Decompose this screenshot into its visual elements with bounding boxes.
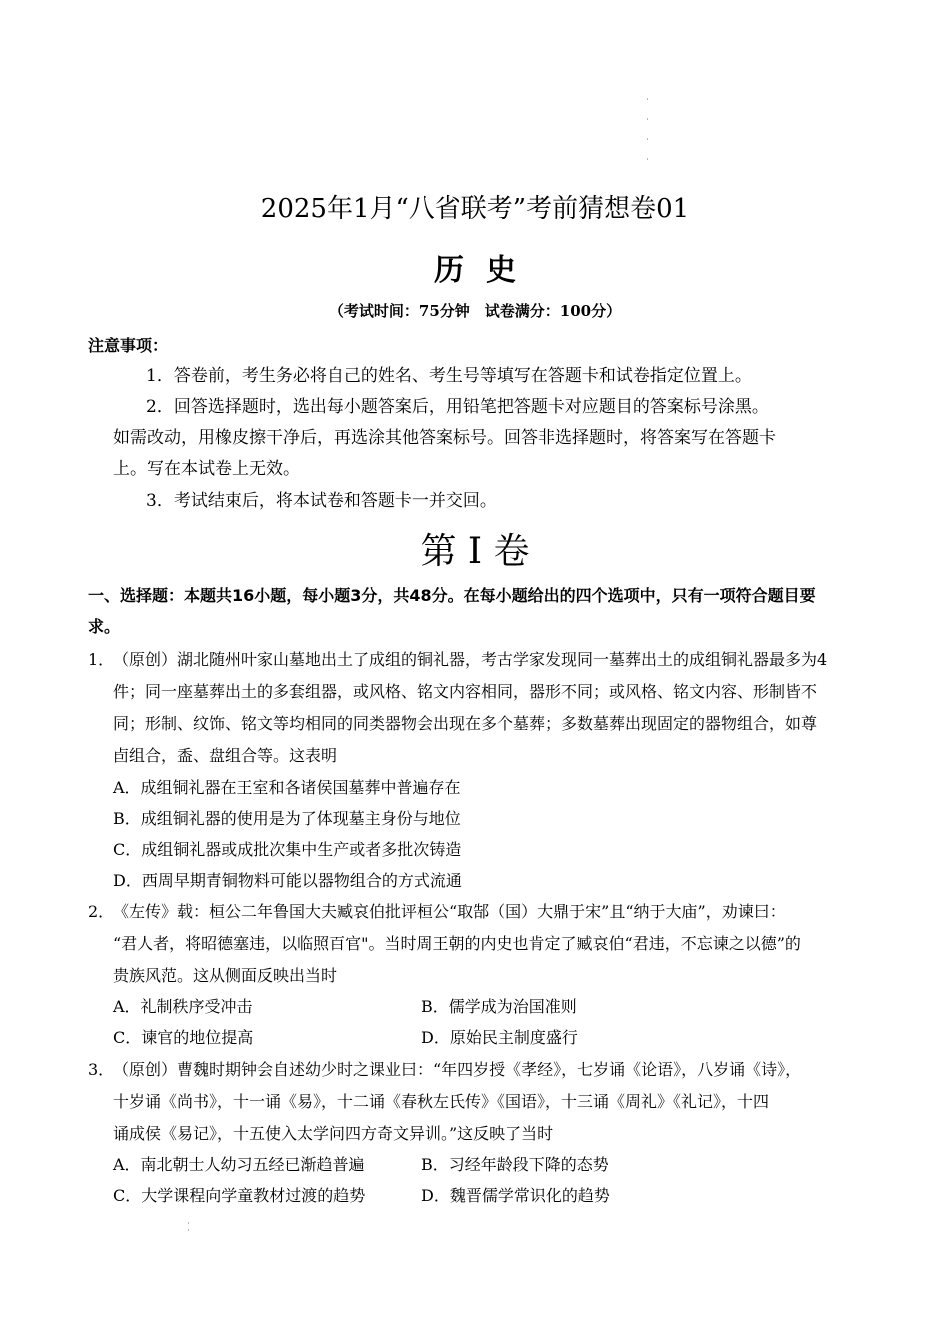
section-1-line-1: 一、选择题：本题共16小题，每小题3分，共48分。在每小题给出的四个选项中，只有一项符合题目要 (88, 586, 816, 605)
notice-heading: 注意事项： (88, 336, 169, 355)
question-line: 卣组合，盉、盘组合等。这表明 (113, 746, 338, 765)
option-b: B．习经年龄段下降的态势 (421, 1155, 609, 1174)
binding-dot (647, 138, 648, 140)
subject-title: 历史 (434, 253, 538, 288)
binding-dot (188, 1222, 189, 1224)
binding-dot (647, 118, 648, 120)
option-d: D．魏晋儒学常识化的趋势 (421, 1186, 610, 1205)
option-d: D．原始民主制度盛行 (421, 1028, 578, 1047)
question-line: 《左传》载：桓公二年鲁国大夫臧哀伯批评桓公“取郜（国）大鼎于宋”且“纳于大庙”，劝谏曰： (113, 902, 786, 921)
option-a: A．南北朝士人幼习五经已渐趋普遍 (113, 1155, 365, 1174)
question-number: 2． (88, 902, 115, 921)
notice-item-2-line-1: 2．回答选择题时，选出每小题答案后，用铅笔把答题卡对应题目的答案标号涂黑。 (146, 397, 769, 417)
notice-item-2-line-2: 如需改动，用橡皮擦干净后，再选涂其他答案标号。回答非选择题时，将答案写在答题卡 (113, 428, 776, 448)
option-a: A．成组铜礼器在王室和各诸侯国墓葬中普遍存在 (113, 778, 461, 797)
option-c: C．谏官的地位提高 (113, 1028, 254, 1047)
volume-title: 第 I 卷 (420, 531, 530, 572)
question-line: 贵族风范。这从侧面反映出当时 (113, 966, 338, 985)
question-number: 1． (88, 650, 115, 669)
question-line: （原创）曹魏时期钟会自述幼少时之课业曰：“年四岁授《孝经》，七岁诵《论语》，八岁诵《诗》， (113, 1060, 802, 1079)
question-line: 同；形制、纹饰、铭文等均相同的同类器物会出现在多个墓葬；多数墓葬出现固定的器物组合，如尊 (113, 714, 818, 733)
question-line: 诵成侯《易记》，十五使入太学问四方奇文异训。”这反映了当时 (113, 1124, 554, 1143)
question-line: 十岁诵《尚书》，十一诵《易》，十二诵《春秋左氏传》《国语》，十三诵《周礼》《礼记》，十四 (113, 1092, 770, 1111)
question-line: （原创）湖北随州叶家山墓地出土了成组的铜礼器，考古学家发现同一墓葬出土的成组铜礼器最多为4 (113, 650, 828, 669)
option-c: C．成组铜礼器或成批次集中生产或者多批次铸造 (113, 840, 462, 859)
option-b: B．儒学成为治国准则 (421, 997, 577, 1016)
notice-item-3: 3．考试结束后，将本试卷和答题卡一并交回。 (146, 491, 497, 511)
option-c: C．大学课程向学童教材过渡的趋势 (113, 1186, 366, 1205)
exam-info: （考试时间：75分钟 试卷满分：100分） (328, 302, 622, 320)
binding-dot (647, 98, 648, 100)
option-b: B．成组铜礼器的使用是为了体现墓主身份与地位 (113, 809, 461, 828)
binding-dot (647, 158, 648, 160)
question-number: 3． (88, 1060, 115, 1079)
notice-item-2-line-3: 上。写在本试卷上无效。 (113, 459, 300, 479)
option-d: D．西周早期青铜物料可能以器物组合的方式流通 (113, 871, 462, 890)
option-a: A．礼制秩序受冲击 (113, 997, 253, 1016)
section-1-line-2: 求。 (88, 617, 121, 636)
question-line: “君人者，将昭德塞违，以临照百官"。当时周王朝的内史也肯定了臧哀伯“君违，不忘谏之以德”的 (113, 934, 801, 953)
binding-dot (188, 1229, 189, 1231)
notice-item-1: 1．答卷前，考生务必将自己的姓名、考生号等填写在答题卡和试卷指定位置上。 (146, 366, 752, 386)
question-line: 件；同一座墓葬出土的多套组器，或风格、铭文内容相同，器形不同；或风格、铭文内容、形制皆不 (113, 682, 818, 701)
exam-title: 2025年1月“八省联考”考前猜想卷01 (260, 194, 690, 224)
